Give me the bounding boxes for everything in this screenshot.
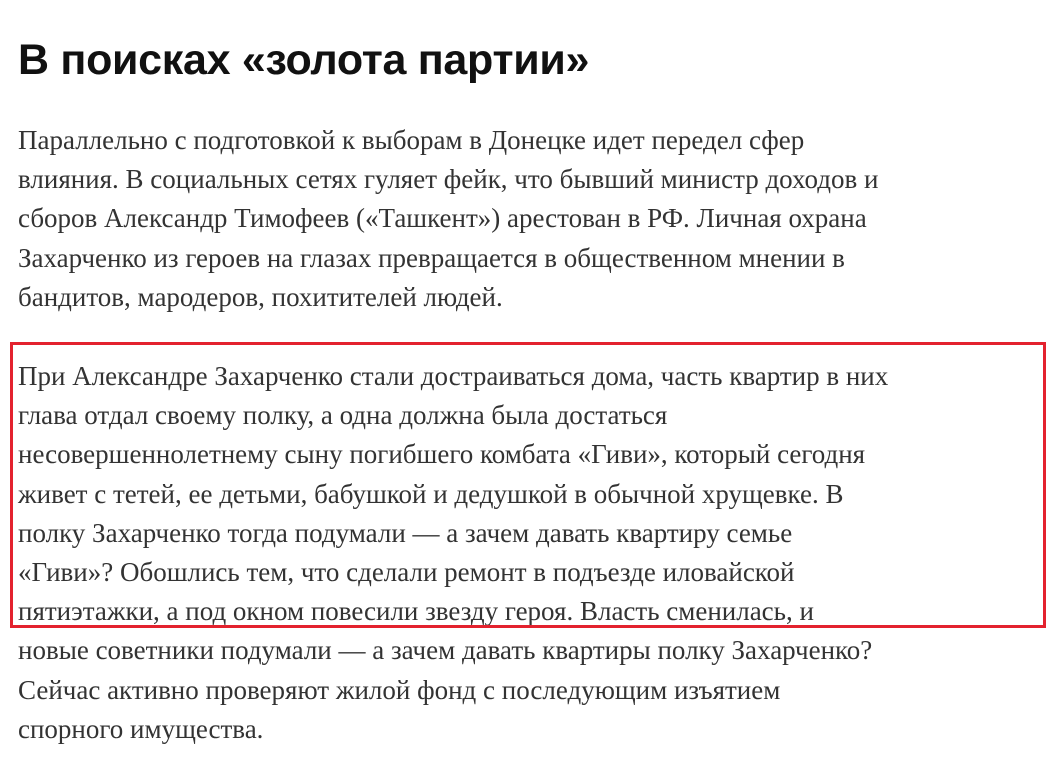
paragraph-line: влияния. В социальных сетях гуляет фейк, что бывший министр доходов и [18, 164, 879, 195]
paragraph-line: Параллельно с подготовкой к выборам в Донецке идет передел сфер [18, 125, 805, 155]
paragraph-line: бандитов, мародеров, похитителей людей. [18, 281, 503, 312]
paragraph-1 [18, 121, 1043, 317]
article-heading: В поисках «золота партии» [18, 36, 590, 84]
paragraph-line: При Александре Захарченко стали достраиваться дома, часть квартир в них [18, 361, 889, 391]
paragraph-line: сборов Александр Тимофеев («Ташкент») арестован в РФ. Личная охрана [18, 203, 867, 234]
paragraph-line: «Гиви»? Обошлись тем, что сделали ремонт в подъезде иловайской [18, 557, 795, 588]
paragraph-line: полку Захарченко тогда подумали — а зачем давать квартиру семье [18, 517, 793, 548]
paragraph-line: живет с тетей, ее детьми, бабушкой и дедушкой в обычной хрущевке. В [18, 478, 844, 509]
paragraph-line: спорного имущества. [18, 713, 264, 744]
paragraph-2 [18, 357, 1043, 749]
paragraph-line: глава отдал своему полку, а одна должна была достаться [18, 400, 668, 431]
paragraph-line: пятиэтажки, а под окном повесили звезду героя. Власть сменилась, и [18, 596, 814, 627]
paragraph-line: несовершеннолетнему сыну погибшего комбата «Гиви», который сегодня [18, 439, 866, 470]
paragraph-line: Сейчас активно проверяют жилой фонд с последующим изъятием [18, 674, 781, 705]
paragraph-line: новые советники подумали — а зачем давать квартиры полку Захарченко? [18, 635, 873, 666]
paragraph-line: Захарченко из героев на глазах превращается в общественном мнении в [18, 242, 845, 273]
